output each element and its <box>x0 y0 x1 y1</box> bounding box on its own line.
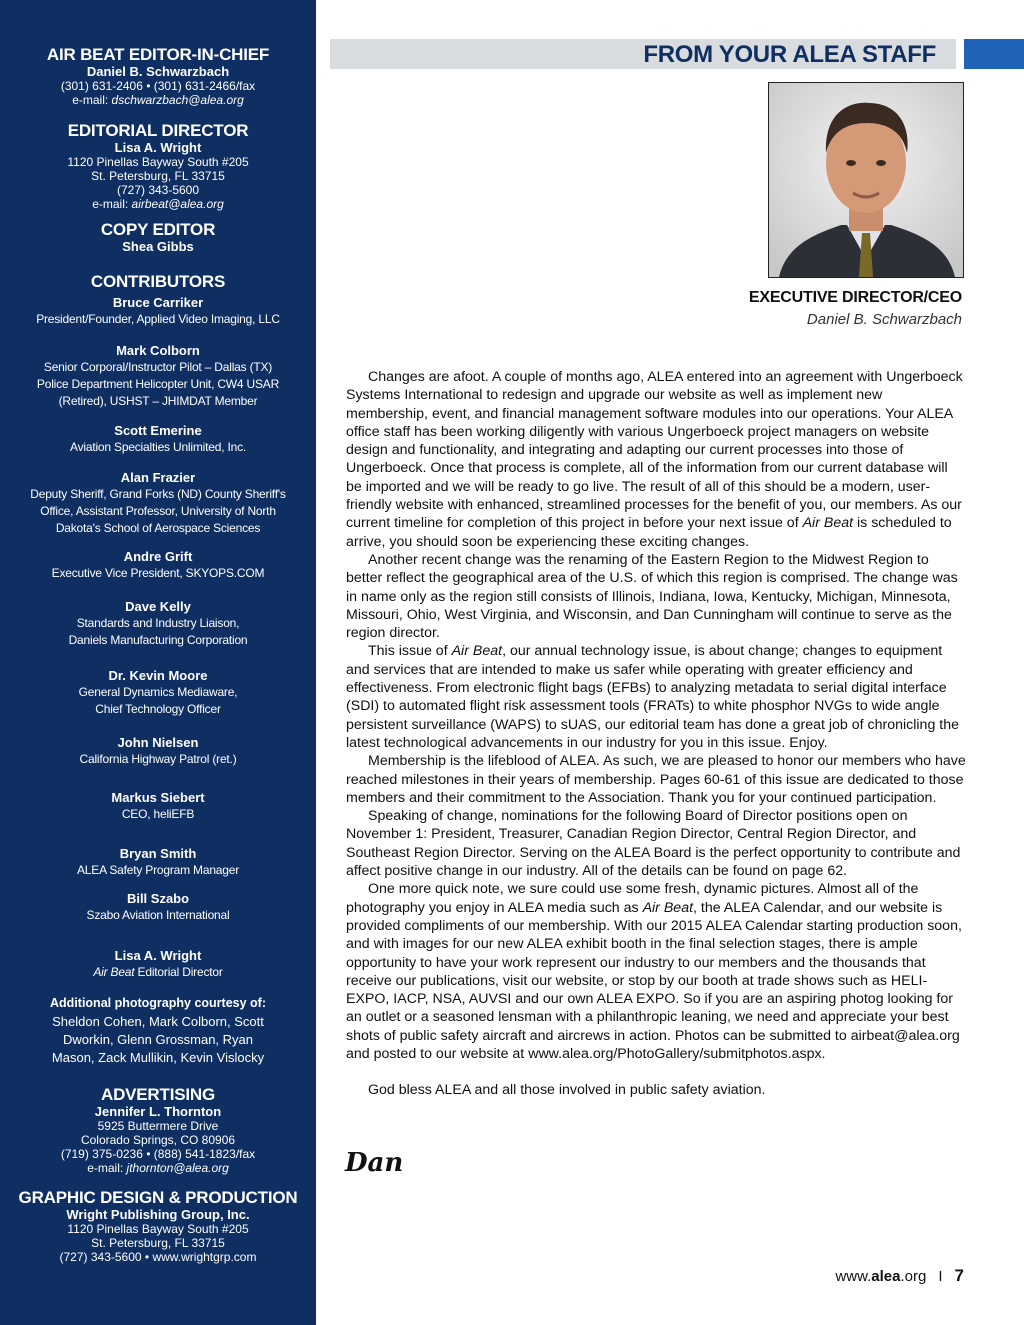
advertising-address1: 5925 Buttermere Drive <box>97 1119 219 1133</box>
editor-in-chief-email-line <box>0 93 316 107</box>
graphic-design-block <box>0 1188 316 1264</box>
contributor-name: Mark Colborn <box>116 343 200 358</box>
photography-block <box>0 996 316 1067</box>
photography-names: Sheldon Cohen, Mark Colborn, Scott Dworkin, Glenn Grossman, Ryan Mason, Zack Mullikin, Kevin Vislocky <box>51 1014 265 1065</box>
contributor-role: Deputy Sheriff, Grand Forks (ND) County Sheriff's Office, Assistant Professor, University of North Dakota's School of Aerospace Sciences <box>30 487 286 535</box>
contributors-heading-text: CONTRIBUTORS <box>90 272 226 291</box>
contributor-item <box>0 470 316 537</box>
contributors-heading <box>0 272 316 291</box>
editor-in-chief-email[interactable]: dschwarzbach@alea.org <box>111 93 244 107</box>
executive-name: Daniel B. Schwarzbach <box>806 311 962 328</box>
contributor-item <box>0 599 316 649</box>
masthead-sidebar <box>0 0 316 1325</box>
paragraph-text: Changes are afoot. A couple of months ago, ALEA entered into an agreement with Ungerboeck Systems International to redesign and upgrade our website as well as implement new membership, event, and financial management software modules into our operations. Your ALEA office staff has been working diligently with various Ungerboeck project managers on website design and functionality, and integrating and adapting our current processes into those of Ungerboeck. Once that process is complete, all of the information from our current database will be imported and we will be ready to go live. The result of all of this should be a modern, user-friendly website with enhanced, streamlined processes for the benefit of you, our members. As our current timeline for completion of this project in before your next issue of <box>346 369 963 532</box>
contributor-name: Alan Frazier <box>120 470 196 485</box>
contributor-role: President/Founder, Applied Video Imaging, LLC <box>36 312 280 326</box>
editorial-director-heading: EDITORIAL DIRECTOR <box>67 121 249 140</box>
header-accent-block <box>964 39 1024 69</box>
footer-url-suffix: .org <box>900 1268 927 1285</box>
contributor-name: Scott Emerine <box>114 423 202 438</box>
contributor-role: Standards and Industry Liaison, Daniels Manufacturing Corporation <box>68 616 248 647</box>
publication-name: Air Beat <box>642 899 694 916</box>
paragraph-text: , the ALEA Calendar, and our website is provided compliments of our membership. With our 2015 ALEA Calendar starting production soon, and with images for our new ALEA exhibit booth in the final selection stages, there is ample opportunity to have your work represent our industry to our members and the thousands that receive our publications, visit our website, or stop by our booth at trade shows such as HELI-EXPO, IACP, NSA, AUVSI and our own ALEA EXPO. So if you are an aspiring photog looking for an outlet or a seasoned lensman with a philanthropic leaning, we need and appreciate your best shots of public safety aircraft and aircrews in action. Photos can be submitted to airbeat@alea.org and posted to our website at www.alea.org/PhotoGallery/submitphotos.aspx. <box>346 899 962 1062</box>
contributor-role: Aviation Specialties Unlimited, Inc. <box>70 440 246 454</box>
paragraph-text: , our annual technology issue, is about change; changes to equipment and services that are intended to make us safer while operating with greater efficiency and effectiveness. From electronic flight bags (EFBs) to analyzing metadata to serial digital interface (SDI) to automated flight risk assessment tools (FRATs) to white phosphor NVGs to wide angle persistent surveillance (WAPS) to sUAS, our editorial team has done a great job of chronicling the latest technological advancements in our industry for you in this issue. Enjoy. <box>346 643 959 751</box>
editorial-director-name: Lisa A. Wright <box>114 140 202 155</box>
contributor-item <box>0 295 316 328</box>
email-label: e-mail: <box>87 1161 127 1175</box>
advertising-email-line <box>0 1161 316 1175</box>
contributor-item <box>0 846 316 879</box>
paragraph-text: One more quick note, we sure could use some fresh, dynamic pictures. Almost all of the photography you enjoy in ALEA media such as <box>346 881 919 916</box>
advertising-name: Jennifer L. Thornton <box>94 1104 222 1119</box>
contributor-item <box>0 343 316 410</box>
contributor-item <box>0 948 316 981</box>
advertising-phone: (719) 375-0236 • (888) 541-1823/fax <box>60 1147 256 1161</box>
email-label: e-mail: <box>72 93 112 107</box>
contributor-name: Bryan Smith <box>119 846 197 861</box>
closing-paragraph: God bless ALEA and all those involved in public safety aviation. <box>368 1082 766 1099</box>
contributor-name: Dave Kelly <box>125 599 191 614</box>
editor-in-chief-phone: (301) 631-2406 • (301) 631-2466/fax <box>60 79 256 93</box>
contributor-name: Bruce Carriker <box>112 295 204 310</box>
contributor-role-text: Editorial Director <box>134 965 223 979</box>
contributor-role: Szabo Aviation International <box>86 908 230 922</box>
graphic-design-address2: St. Petersburg, FL 33715 <box>91 1236 225 1250</box>
email-label: e-mail: <box>92 197 132 211</box>
advertising-heading: ADVERTISING <box>101 1085 215 1104</box>
editor-in-chief-block <box>0 45 316 107</box>
executive-portrait <box>768 82 964 278</box>
contributor-item <box>0 735 316 768</box>
article-paragraph: Membership is the lifeblood of ALEA. As such, we are pleased to honor our members who have reached milestones in their years of membership. Pages 60-61 of this issue are dedicated to those members and their commitment to the Association. Thank you for your continued participation. <box>346 753 966 806</box>
editorial-director-address2: St. Petersburg, FL 33715 <box>91 169 225 183</box>
editorial-director-email-line <box>0 197 316 211</box>
contributor-role: CEO, heliEFB <box>121 807 195 821</box>
page-footer <box>835 1266 964 1286</box>
contributor-name: John Nielsen <box>117 735 199 750</box>
page-number: 7 <box>954 1266 964 1285</box>
editorial-director-email[interactable]: airbeat@alea.org <box>131 197 224 211</box>
contributor-name: Lisa A. Wright <box>114 948 202 963</box>
editorial-director-phone: (727) 343-5600 <box>116 183 200 197</box>
editor-in-chief-heading: AIR BEAT EDITOR-IN-CHIEF <box>46 45 270 64</box>
footer-url-domain: alea <box>871 1268 901 1285</box>
contributor-role-italic: Air Beat <box>93 965 135 979</box>
contributor-role: Senior Corporal/Instructor Pilot – Dallas (TX) Police Department Helicopter Unit, CW4 USAR (Retired), USHST – JHIMDAT Member <box>36 360 280 408</box>
publication-name: Air Beat <box>802 515 854 532</box>
graphic-design-address1: 1120 Pinellas Bayway South #205 <box>67 1222 249 1236</box>
footer-url-prefix: www. <box>835 1268 872 1285</box>
contributor-role: Executive Vice President, SKYOPS.COM <box>51 566 265 580</box>
contributor-item <box>0 549 316 582</box>
contributor-item <box>0 423 316 456</box>
article-paragraph <box>346 880 966 1063</box>
signature: Dan <box>345 1148 404 1178</box>
article-paragraph <box>346 642 966 752</box>
paragraph-text: This issue of <box>368 643 452 660</box>
advertising-block <box>0 1085 316 1175</box>
paragraph-text: is scheduled to arrive, you should soon be experiencing these exciting changes. <box>346 515 952 550</box>
footer-separator: I <box>938 1268 943 1285</box>
advertising-address2: Colorado Springs, CO 80906 <box>80 1133 236 1147</box>
editor-in-chief-name: Daniel B. Schwarzbach <box>86 64 230 79</box>
contributor-item <box>0 668 316 718</box>
contributor-role: California Highway Patrol (ret.) <box>79 752 237 766</box>
editorial-director-address1: 1120 Pinellas Bayway South #205 <box>67 155 249 169</box>
article-paragraph <box>346 368 966 551</box>
graphic-design-phone: (727) 343-5600 • www.wrightgrp.com <box>59 1250 257 1264</box>
editorial-director-block <box>0 121 316 211</box>
graphic-design-heading: GRAPHIC DESIGN & PRODUCTION <box>18 1188 298 1207</box>
copy-editor-block <box>0 220 316 254</box>
contributor-role: ALEA Safety Program Manager <box>76 863 240 877</box>
portrait-illustration <box>769 83 963 277</box>
publication-name: Air Beat <box>451 643 503 660</box>
advertising-email[interactable]: jthornton@alea.org <box>126 1161 229 1175</box>
footer-url[interactable] <box>835 1268 926 1285</box>
copy-editor-heading: COPY EDITOR <box>100 220 216 239</box>
contributor-item <box>0 790 316 823</box>
contributor-name: Andre Grift <box>123 549 193 564</box>
graphic-design-name: Wright Publishing Group, Inc. <box>66 1207 250 1222</box>
contributor-role: General Dynamics Mediaware, Chief Technology Officer <box>78 685 238 716</box>
section-title: FROM YOUR ALEA STAFF <box>643 41 936 68</box>
contributor-name: Dr. Kevin Moore <box>108 668 208 683</box>
contributor-name: Markus Siebert <box>111 790 205 805</box>
article-body <box>346 368 966 1100</box>
copy-editor-name: Shea Gibbs <box>122 239 194 254</box>
photography-heading: Additional photography courtesy of: <box>50 996 266 1010</box>
contributor-name: Bill Szabo <box>126 891 190 906</box>
contributor-item <box>0 891 316 924</box>
article-paragraph: Speaking of change, nominations for the following Board of Director positions open on November 1: President, Treasurer, Canadian Region Director, Central Region Director, and Southeast Region Director. Serving on the ALEA Board is the perfect opportunity to contribute and affect positive change in our industry. All of the details can be found on page 62. <box>346 808 961 880</box>
contributor-role <box>0 964 316 981</box>
executive-title: EXECUTIVE DIRECTOR/CEO <box>748 289 962 306</box>
article-paragraph: Another recent change was the renaming of the Eastern Region to the Midwest Region to better reflect the geographical area of the U.S. of which this region is comprised. The change was in name only as the region still consists of Illinois, Indiana, Iowa, Kentucky, Michigan, Minnesota, Missouri, Ohio, West Virginia, and Wisconsin, and Dan Cunningham will continue to serve as the region director. <box>346 551 958 642</box>
